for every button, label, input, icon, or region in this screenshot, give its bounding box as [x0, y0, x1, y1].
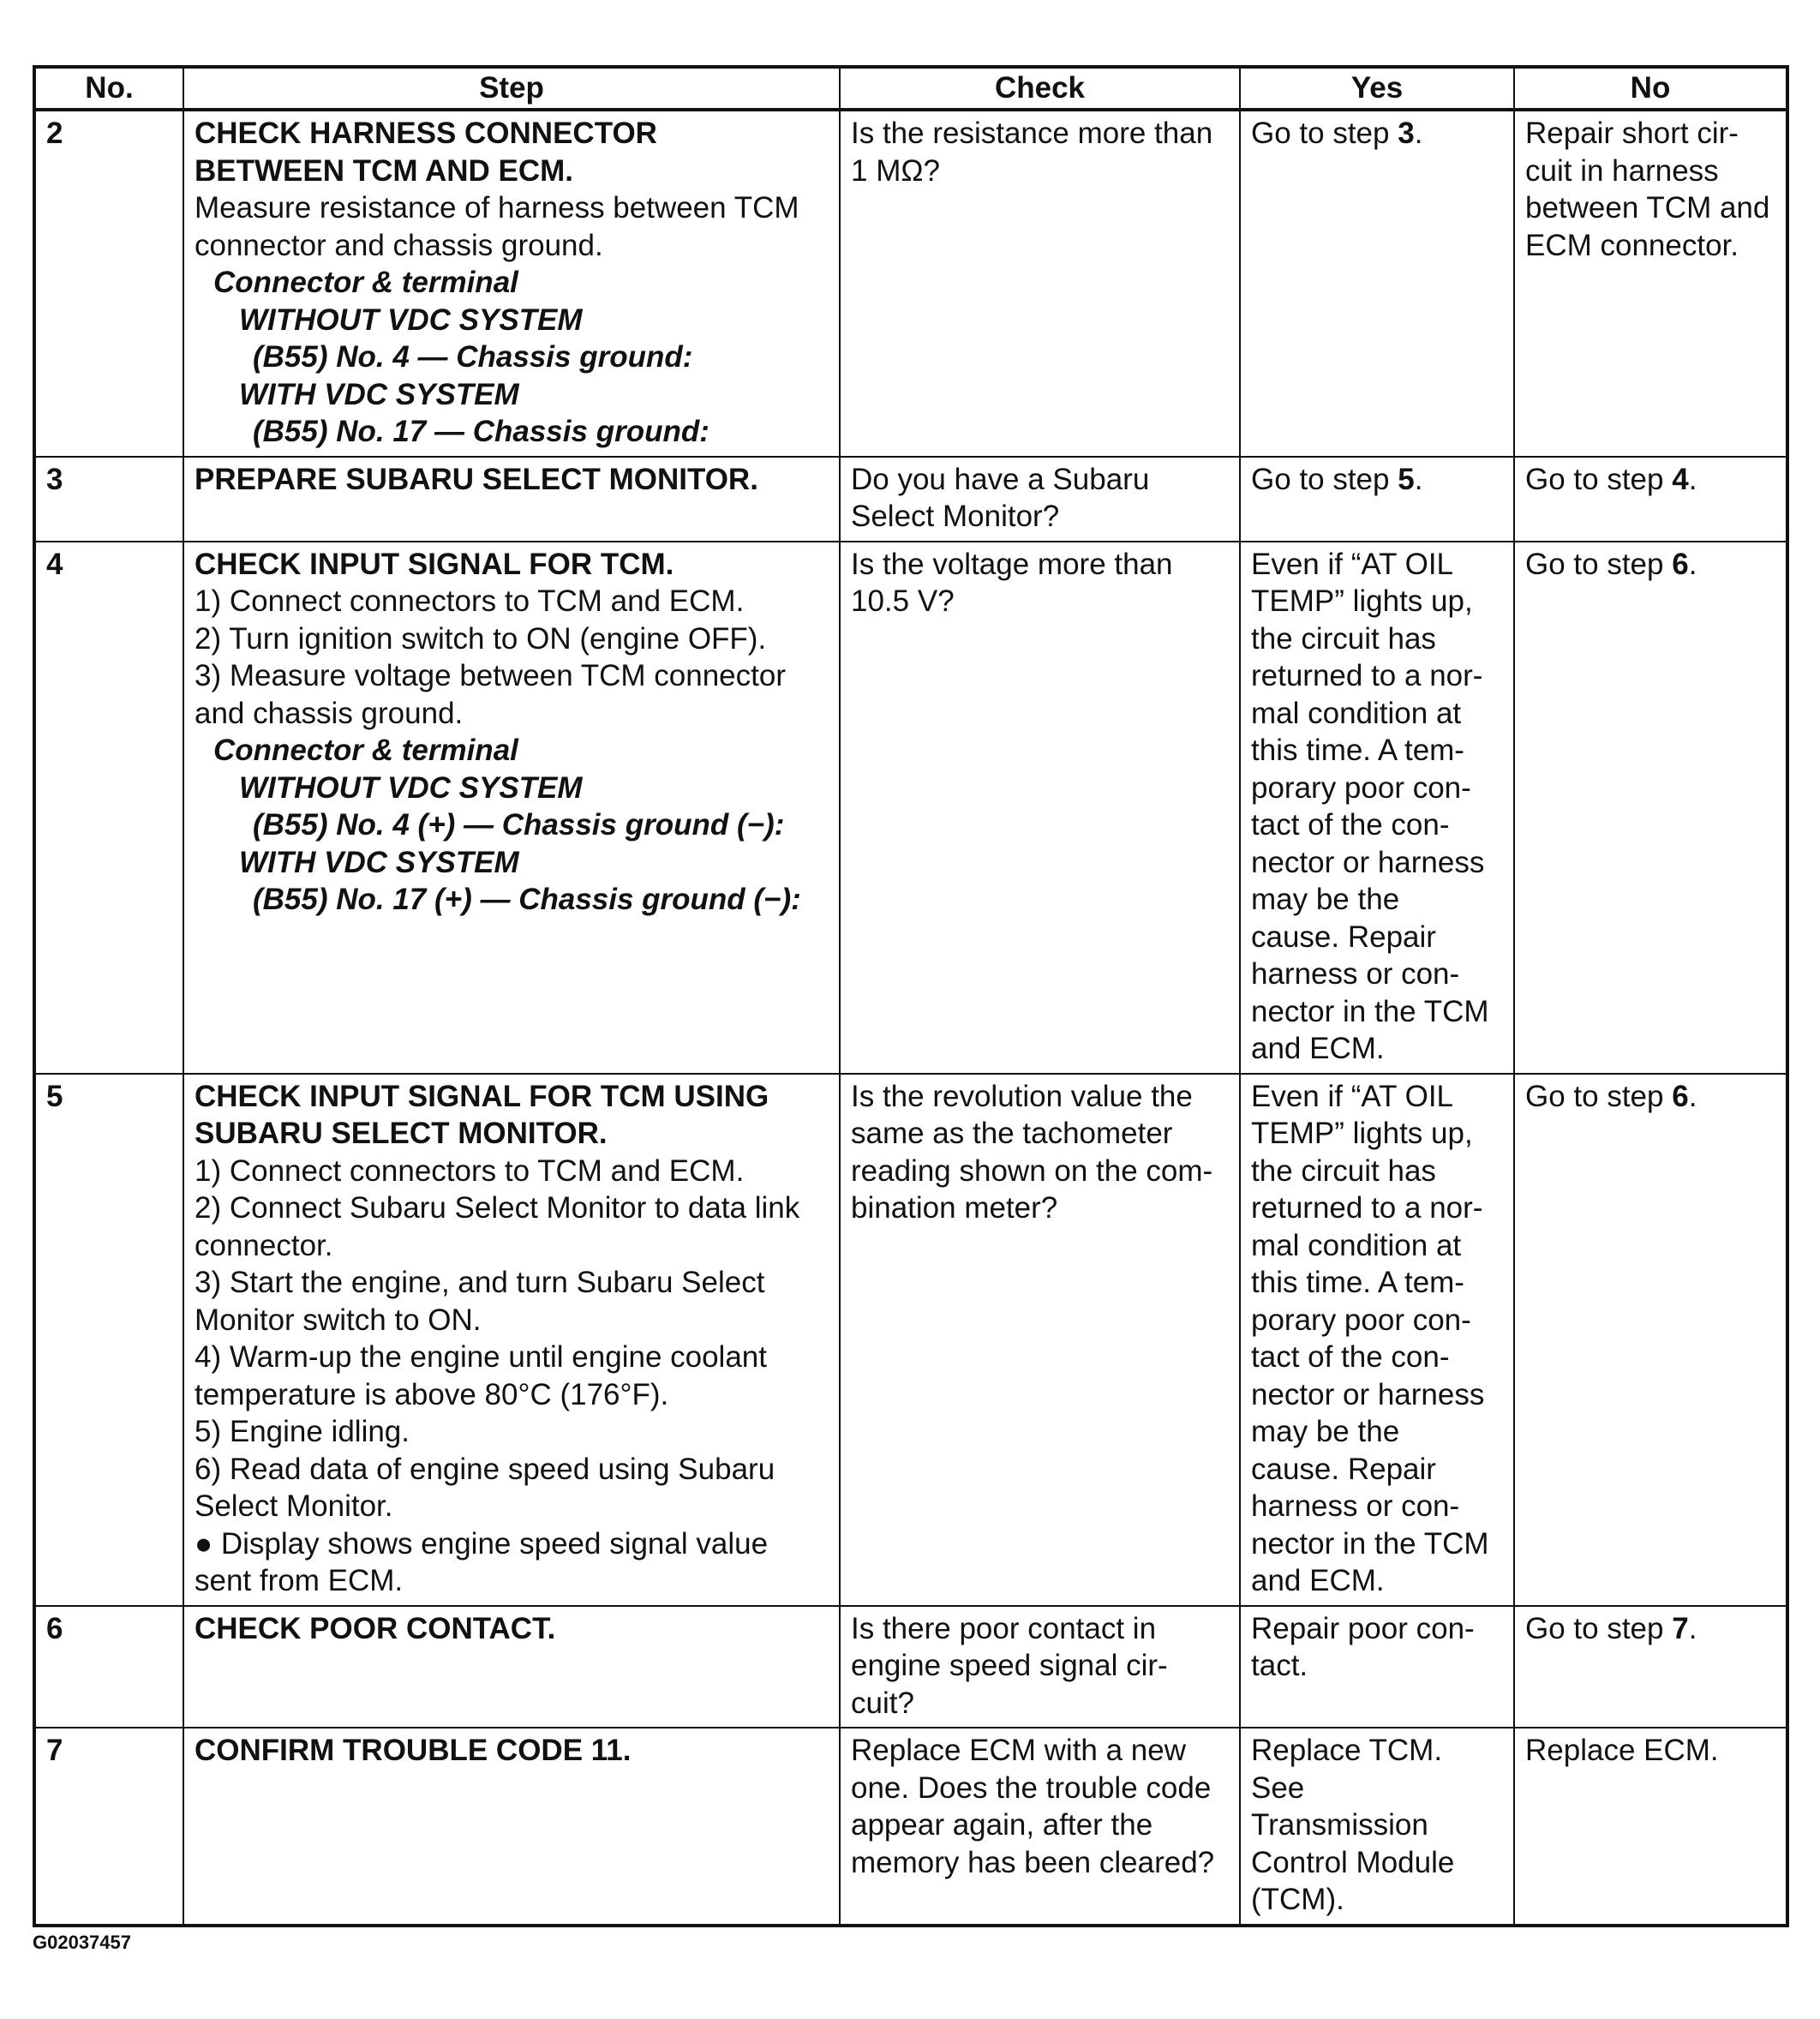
yes-line: and ECM.: [1251, 1032, 1385, 1065]
yes-line: Control Module: [1251, 1845, 1455, 1879]
yes-line: Even if “AT OIL: [1251, 547, 1454, 581]
connector-spec: (B55) No. 4 (+) — Chassis ground (−):: [253, 808, 785, 842]
no-answer-text: Go to step 6.: [1525, 1079, 1697, 1113]
yes-line: harness or con-: [1251, 1489, 1460, 1523]
yes-line: harness or con-: [1251, 957, 1460, 991]
no-answer-step-number: 7: [1672, 1611, 1689, 1645]
no-answer-line: between TCM and: [1525, 191, 1770, 225]
connector-spec: Connector & terminal: [213, 734, 518, 767]
connector-spec: WITH VDC SYSTEM: [239, 845, 519, 879]
check-line: Replace ECM with a new: [851, 1734, 1186, 1767]
no-answer-cell: [1514, 1606, 1787, 1728]
check-line: same as the tachometer: [851, 1117, 1173, 1150]
step-title: PREPARE SUBARU SELECT MONITOR.: [195, 462, 758, 496]
yes-line: this time. A tem-: [1251, 1266, 1464, 1299]
yes-line: nector in the TCM: [1251, 994, 1489, 1028]
check-line: reading shown on the com-: [851, 1153, 1213, 1188]
step-instruction: temperature is above 80°C (176°F).: [195, 1377, 669, 1411]
step-instruction: 2) Turn ignition switch to ON (engine OFF).: [195, 621, 767, 656]
step-number-cell: 2: [34, 110, 183, 457]
check-line: appear again, after the: [851, 1808, 1153, 1842]
step-number-cell: 4: [34, 542, 183, 1074]
step-instruction: Select Monitor.: [195, 1489, 393, 1523]
no-answer-text: Go to step 6.: [1525, 547, 1697, 581]
step-instruction: 6) Read data of engine speed using Subaru: [195, 1452, 775, 1486]
connector-spec: WITHOUT VDC SYSTEM: [239, 770, 583, 805]
step-instruction: 1) Connect connectors to TCM and ECM.: [195, 1153, 745, 1188]
yes-step-number: 5: [1398, 462, 1415, 496]
no-answer-line: Replace ECM.: [1525, 1734, 1719, 1767]
check-line: 1 MΩ?: [851, 153, 940, 188]
yes-step-number: 3: [1398, 117, 1415, 150]
yes-cell: [1240, 1606, 1514, 1728]
yes-line: returned to a nor-: [1251, 1191, 1483, 1225]
yes-line: the circuit has: [1251, 621, 1436, 656]
check-line: engine speed signal cir-: [851, 1649, 1168, 1682]
step-instruction: connector and chassis ground.: [195, 228, 603, 262]
table-row: [34, 110, 1787, 457]
step-title: CONFIRM TROUBLE CODE 11.: [195, 1734, 632, 1767]
step-number-cell: 7: [34, 1728, 183, 1926]
yes-line: cause. Repair: [1251, 920, 1436, 954]
no-answer-text: Go to step 7.: [1525, 1611, 1697, 1645]
step-cell: [183, 542, 840, 1074]
step-instruction: Measure resistance of harness between TCM: [195, 191, 799, 225]
no-answer-text: Go to step 4.: [1525, 462, 1697, 496]
table-row: [34, 1728, 1787, 1926]
step-instruction: 3) Measure voltage between TCM connector: [195, 659, 786, 692]
check-line: Is the revolution value the: [851, 1079, 1193, 1113]
header-no-answer: No: [1514, 67, 1787, 110]
no-answer-step-number: 4: [1672, 462, 1689, 496]
step-instruction: sent from ECM.: [195, 1564, 404, 1597]
step-title: CHECK POOR CONTACT.: [195, 1611, 556, 1645]
yes-cell: [1240, 1728, 1514, 1926]
check-line: Is the voltage more than: [851, 547, 1173, 581]
check-cell: [840, 110, 1240, 457]
step-instruction: 1) Connect connectors to TCM and ECM.: [195, 584, 745, 618]
yes-line: may be the: [1251, 883, 1400, 916]
table-row: [34, 1074, 1787, 1606]
step-instruction: and chassis ground.: [195, 696, 464, 730]
step-cell: [183, 110, 840, 457]
check-line: Do you have a Subaru: [851, 462, 1150, 496]
step-title: BETWEEN TCM AND ECM.: [195, 153, 574, 188]
no-answer-line: Repair short cir-: [1525, 117, 1739, 150]
table-row: [34, 1606, 1787, 1728]
yes-line: TEMP” lights up,: [1251, 1117, 1473, 1150]
step-title: CHECK INPUT SIGNAL FOR TCM.: [195, 547, 674, 581]
step-title: CHECK INPUT SIGNAL FOR TCM USING: [195, 1079, 769, 1113]
check-line: Select Monitor?: [851, 500, 1060, 533]
step-instruction: 3) Start the engine, and turn Subaru Select: [195, 1266, 765, 1299]
table-body: [34, 110, 1787, 1926]
yes-line: porary poor con-: [1251, 770, 1471, 805]
header-no: No.: [34, 67, 183, 110]
step-instruction: 4) Warm-up the engine until engine coolant: [195, 1340, 767, 1374]
connector-spec: Connector & terminal: [213, 266, 518, 299]
connector-spec: (B55) No. 4 — Chassis ground:: [253, 340, 693, 374]
table-row: [34, 457, 1787, 542]
yes-line: Replace TCM.: [1251, 1734, 1443, 1767]
yes-text: Go to step 3.: [1251, 117, 1423, 150]
connector-spec: (B55) No. 17 (+) — Chassis ground (−):: [253, 883, 801, 916]
yes-line: Repair poor con-: [1251, 1611, 1475, 1645]
yes-cell: [1240, 457, 1514, 542]
step-instruction: Monitor switch to ON.: [195, 1303, 482, 1337]
check-cell: [840, 1728, 1240, 1926]
step-number-cell: 6: [34, 1606, 183, 1728]
yes-line: Even if “AT OIL: [1251, 1079, 1454, 1113]
check-line: Is the resistance more than: [851, 117, 1213, 150]
step-cell: [183, 457, 840, 542]
step-cell: [183, 1074, 840, 1606]
no-answer-step-number: 6: [1672, 1079, 1689, 1113]
check-cell: [840, 1074, 1240, 1606]
yes-line: mal condition at: [1251, 1228, 1462, 1262]
step-instruction: 5) Engine idling.: [195, 1415, 410, 1448]
header-check: Check: [840, 67, 1240, 110]
connector-spec: WITHOUT VDC SYSTEM: [239, 303, 583, 337]
check-line: memory has been cleared?: [851, 1845, 1215, 1879]
step-instruction: connector.: [195, 1228, 333, 1262]
yes-line: (TCM).: [1251, 1883, 1344, 1916]
no-answer-cell: [1514, 457, 1787, 542]
yes-line: porary poor con-: [1251, 1303, 1471, 1337]
check-cell: [840, 457, 1240, 542]
yes-line: may be the: [1251, 1415, 1400, 1448]
yes-line: See: [1251, 1770, 1305, 1805]
check-line: 10.5 V?: [851, 584, 955, 618]
step-instruction: ● Display shows engine speed signal value: [195, 1526, 769, 1561]
connector-spec: (B55) No. 17 — Chassis ground:: [253, 415, 709, 448]
diagnostic-table: [33, 65, 1789, 1927]
no-answer-step-number: 6: [1672, 547, 1689, 581]
no-answer-cell: [1514, 1728, 1787, 1926]
yes-line: returned to a nor-: [1251, 659, 1483, 692]
no-answer-cell: [1514, 542, 1787, 1074]
yes-line: nector or harness: [1251, 845, 1485, 879]
connector-spec: WITH VDC SYSTEM: [239, 377, 519, 411]
no-answer-cell: [1514, 110, 1787, 457]
yes-line: cause. Repair: [1251, 1452, 1436, 1486]
yes-line: this time. A tem-: [1251, 734, 1464, 767]
yes-text: Go to step 5.: [1251, 462, 1423, 496]
table-row: [34, 542, 1787, 1074]
check-line: one. Does the trouble code: [851, 1770, 1212, 1805]
check-line: cuit?: [851, 1686, 914, 1720]
step-title: CHECK HARNESS CONNECTOR: [195, 117, 657, 150]
yes-line: tact.: [1251, 1649, 1308, 1682]
figure-id: G02037457: [33, 1932, 131, 1953]
step-number-cell: 3: [34, 457, 183, 542]
yes-line: TEMP” lights up,: [1251, 584, 1473, 618]
check-line: bination meter?: [851, 1191, 1058, 1225]
no-answer-cell: [1514, 1074, 1787, 1606]
step-number-cell: 5: [34, 1074, 183, 1606]
yes-line: mal condition at: [1251, 696, 1462, 730]
no-answer-line: ECM connector.: [1525, 228, 1739, 262]
header-yes: Yes: [1240, 67, 1514, 110]
header-row: [34, 67, 1787, 110]
yes-cell: [1240, 1074, 1514, 1606]
yes-cell: [1240, 542, 1514, 1074]
yes-line: tact of the con-: [1251, 1340, 1450, 1374]
header-step: Step: [183, 67, 840, 110]
step-cell: [183, 1606, 840, 1728]
no-answer-line: cuit in harness: [1525, 153, 1719, 188]
yes-line: and ECM.: [1251, 1564, 1385, 1597]
yes-cell: [1240, 110, 1514, 457]
yes-line: tact of the con-: [1251, 808, 1450, 842]
yes-line: nector in the TCM: [1251, 1526, 1489, 1561]
check-cell: [840, 542, 1240, 1074]
yes-line: Transmission: [1251, 1808, 1428, 1842]
yes-line: nector or harness: [1251, 1377, 1485, 1411]
check-cell: [840, 1606, 1240, 1728]
step-instruction: 2) Connect Subaru Select Monitor to data link: [195, 1191, 800, 1225]
step-cell: [183, 1728, 840, 1926]
yes-line: the circuit has: [1251, 1153, 1436, 1188]
step-title: SUBARU SELECT MONITOR.: [195, 1117, 608, 1150]
check-line: Is there poor contact in: [851, 1611, 1157, 1645]
